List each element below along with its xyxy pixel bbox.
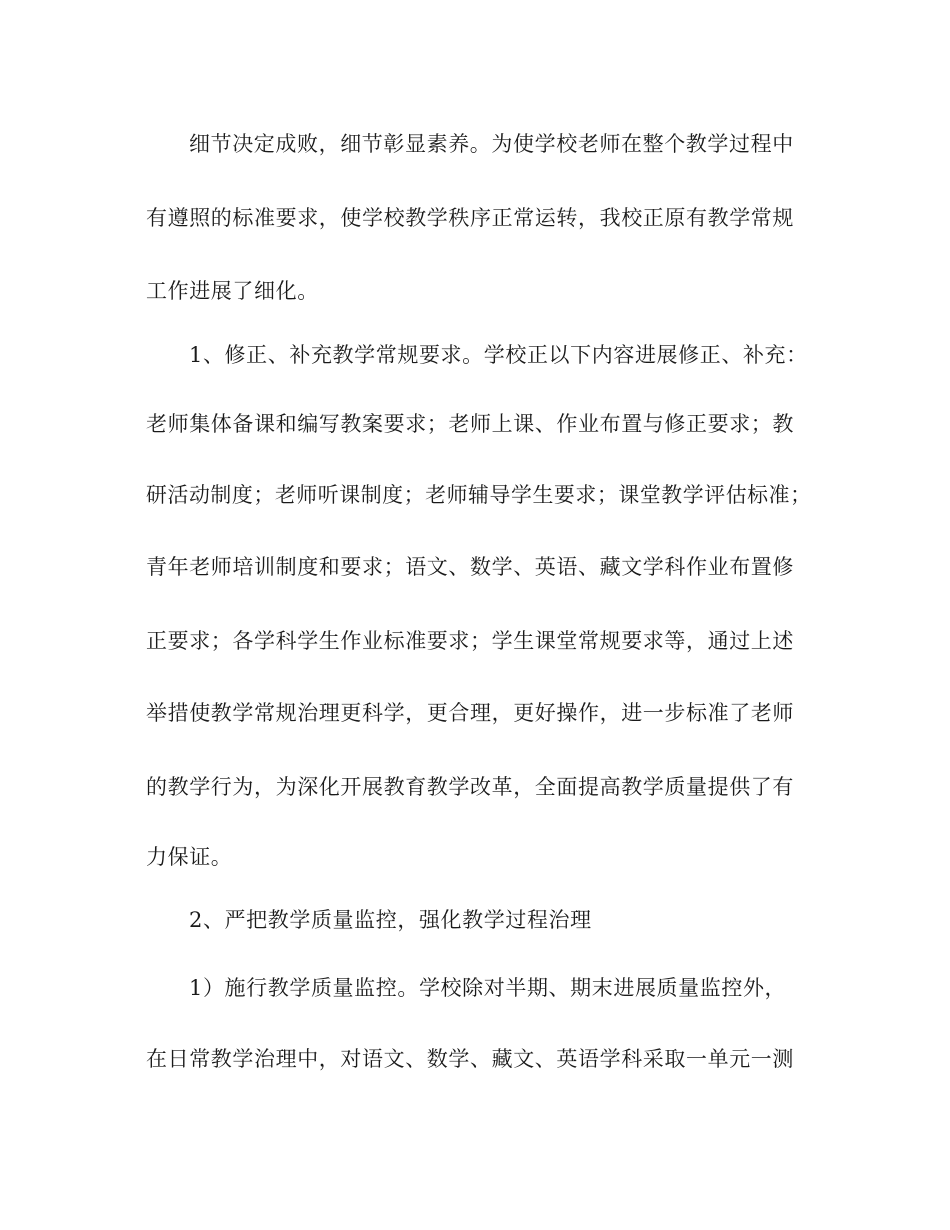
text-line: 工作进展了细化。 (146, 279, 319, 303)
text-line: 的教学行为，为深化开展教育教学改革，全面提高教学质量提供了有 (146, 775, 794, 799)
text-line: 2、严把教学质量监控，强化教学过程治理 (189, 908, 592, 932)
text-line: 老师集体备课和编写教案要求；老师上课、作业布置与修正要求；教 (146, 412, 794, 436)
text-line: 在日常教学治理中，对语文、数学、藏文、英语学科采取一单元一测 (146, 1047, 794, 1071)
text-line: 研活动制度；老师听课制度；老师辅导学生要求；课堂教学评估标准； (146, 483, 812, 507)
text-line: 正要求；各学科学生作业标准要求；学生课堂常规要求等，通过上述 (146, 629, 794, 653)
text-line: 青年老师培训制度和要求；语文、数学、英语、藏文学科作业布置修 (146, 555, 794, 579)
text-line: 力保证。 (146, 845, 233, 869)
text-line: 1）施行教学质量监控。学校除对半期、期末进展质量监控外， (189, 976, 787, 1000)
text-line: 举措使教学常规治理更科学，更合理，更好操作，进一步标准了老师 (146, 701, 794, 725)
text-line: 细节决定成败，细节彰显素养。为使学校老师在整个教学过程中 (189, 132, 794, 156)
text-line: 1、修正、补充教学常规要求。学校正以下内容进展修正、补充： (189, 343, 808, 367)
text-line: 有遵照的标准要求，使学校教学秩序正常运转，我校正原有教学常规 (146, 206, 794, 230)
